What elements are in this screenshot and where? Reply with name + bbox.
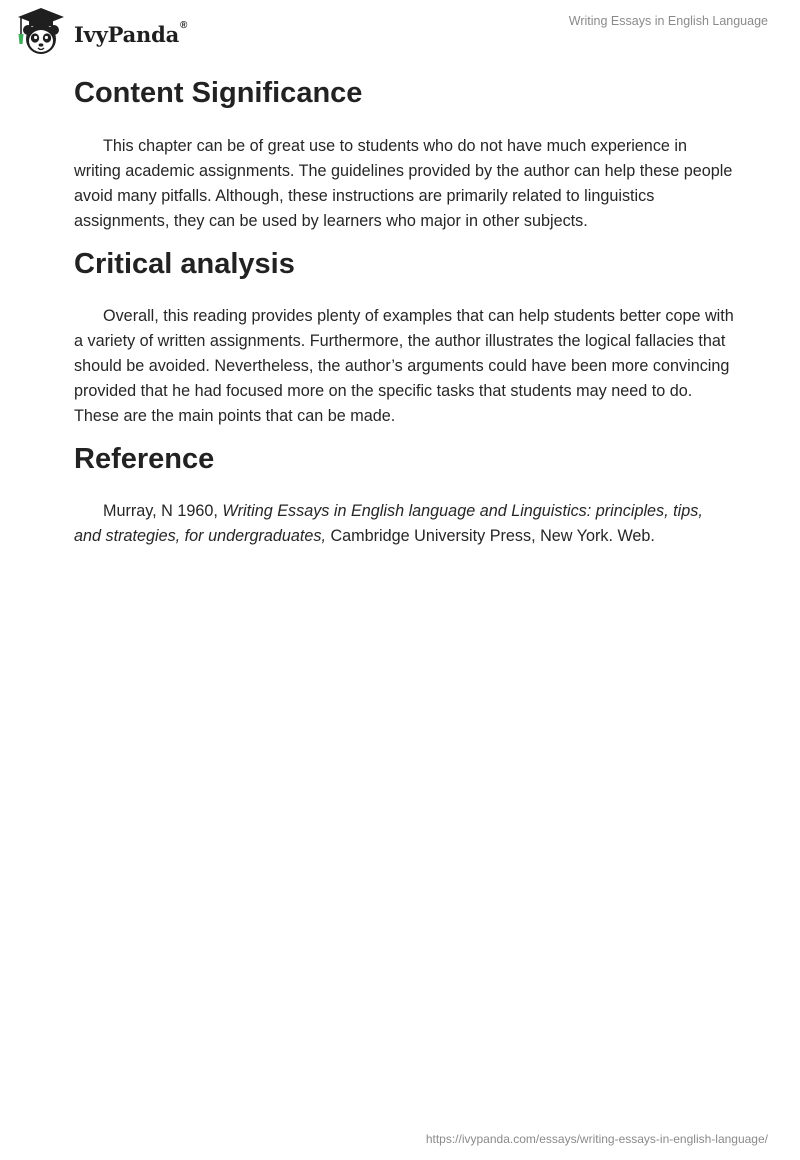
ivypanda-logo[interactable]: [14, 6, 187, 58]
section-heading-reference: Reference: [74, 443, 215, 475]
logo-name: IvyPanda: [74, 21, 180, 47]
reference-author-year: Murray, N 1960,: [103, 502, 223, 520]
article-content: [74, 72, 734, 549]
reference-entry: [74, 499, 734, 549]
section-heading-critical-analysis: Critical analysis: [74, 248, 295, 280]
section-heading-content-significance: Content Significance: [74, 77, 363, 109]
footer-source-url[interactable]: https://ivypanda.com/essays/writing-essays-in-english-language/: [425, 1132, 768, 1146]
registered-mark: ®: [180, 19, 188, 31]
section-paragraph-content-significance: This chapter can be of great use to students who do not have much experience in writing academic assignments. The guidelines provided by the author can help these people avoid many pitfalls. Although, these instructions are primarily related to linguistics assignments, they can be used by learners who major in other subjects.: [74, 137, 733, 230]
panda-graduation-cap-icon: [14, 6, 68, 58]
reference-book-title: Writing Essays in English language and Linguistics: principles, tips, and strategies, for undergraduates,: [74, 502, 703, 545]
logo-wordmark: [74, 19, 188, 47]
running-title: Writing Essays in English Language: [568, 14, 768, 28]
reference-publisher: Cambridge University Press, New York. Web.: [325, 527, 655, 545]
page-header: [0, 0, 800, 62]
section-paragraph-critical-analysis: Overall, this reading provides plenty of examples that can help students better cope with a variety of written assignments. Furthermore, the author illustrates the logical fallacies that should be avoided. Nevertheless, the author’s arguments could have been more convincing provided that he had focused more on the specific tasks that students may need to do. These are the main points that can be made.: [74, 307, 734, 425]
